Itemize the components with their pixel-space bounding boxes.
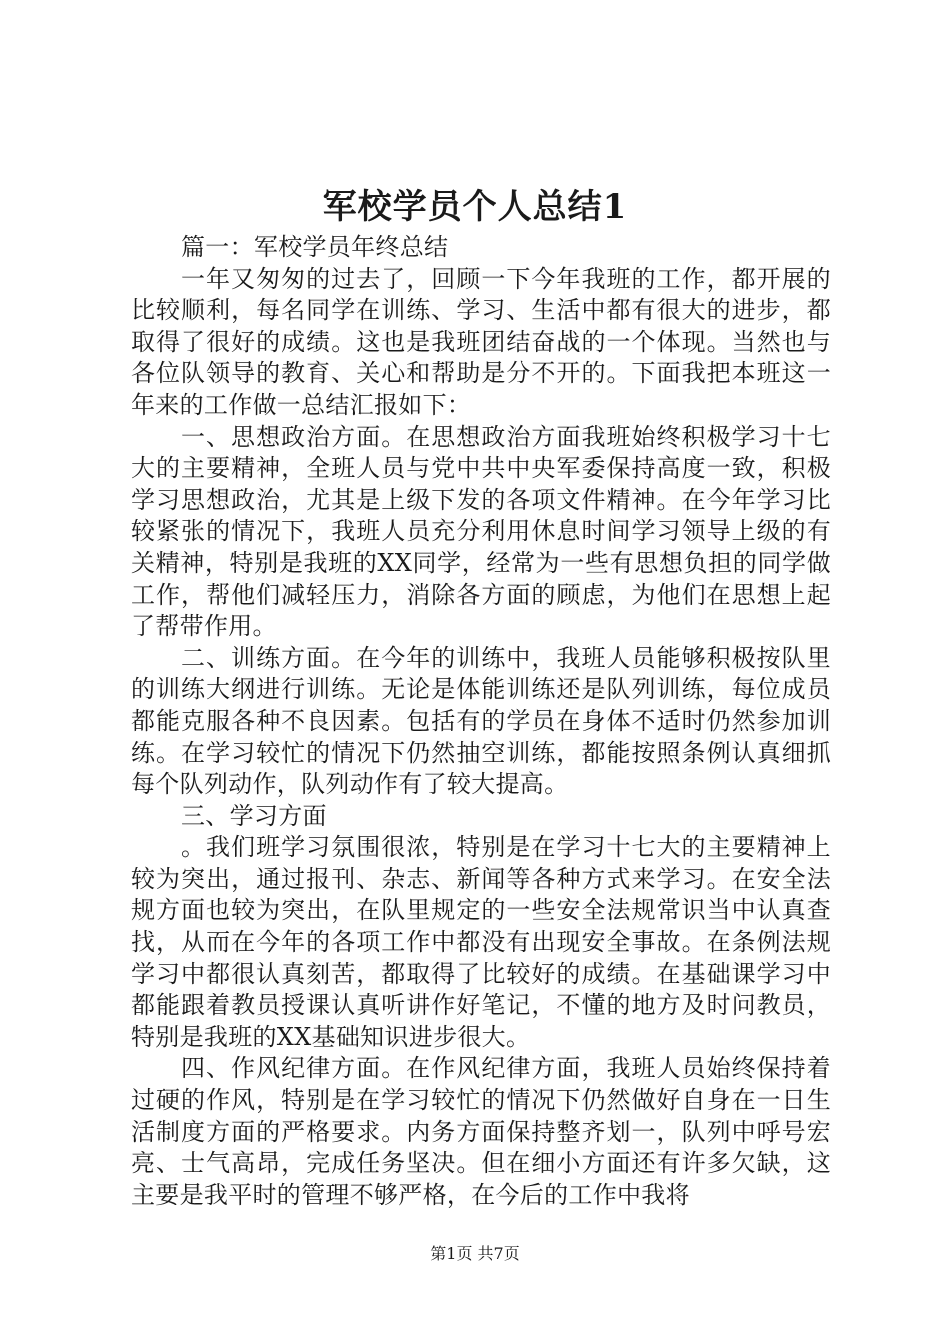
document-title: 军校学员个人总结1	[322, 187, 628, 227]
body-paragraph: 二、训练方面。在今年的训练中，我班人员能够积极按队里的训练大纲进行训练。无论是体能训练还是队列训练，每位成员都能克服各种不良因素。包括有的学员在身体不适时仍然参加训练。在学习较忙的情况下仍然抽空训练，都能按照条例认真细抓每个队列动作，队列动作有了较大提高。	[131, 643, 831, 799]
page-number: 第1页 共7页	[430, 1244, 520, 1263]
body-paragraph: 一年又匆匆的过去了，回顾一下今年我班的工作，都开展的比较顺利，每名同学在训练、学习、生活中都有很大的进步，都取得了很好的成绩。这也是我班团结奋战的一个体现。当然也与各位队领导的教育、关心和帮助是分不开的。下面我把本班这一年来的工作做一总结汇报如下：	[131, 264, 831, 419]
body-paragraph: 一、思想政治方面。在思想政治方面我班始终积极学习十七大的主要精神，全班人员与党中共中央军委保持高度一致，积极学习思想政治，尤其是上级下发的各项文件精神。在今年学习比较紧张的情况下，我班人员充分利用休息时间学习领导上级的有关精神，特别是我班的XX同学，经常为一些有思想负担的同学做工作，帮他们减轻压力，消除各方面的顾虑，为他们在思想上起了帮带作用。	[131, 422, 831, 641]
subsection-heading: 三、学习方面	[181, 801, 327, 830]
section-heading: 篇一：军校学员年终总结	[181, 233, 449, 261]
body-paragraph: 。我们班学习氛围很浓，特别是在学习十七大的主要精神上较为突出，通过报刊、杂志、新闻等各种方式来学习。在安全法规方面也较为突出，在队里规定的一些安全法规常识当中认真查找，从而在今年的各项工作中都没有出现安全事故。在条例法规学习中都很认真刻苦，都取得了比较好的成绩。在基础课学习中都能跟着教员授课认真听讲作好笔记，不懂的地方及时问教员，特别是我班的XX基础知识进步很大。	[131, 833, 831, 1051]
body-paragraph: 四、作风纪律方面。在作风纪律方面，我班人员始终保持着过硬的作风，特别是在学习较忙的情况下仍然做好自身在一日生活制度方面的严格要求。内务方面保持整齐划一，队列中呼号宏亮、士气高昂，完成任务坚决。但在细小方面还有许多欠缺，这主要是我平时的管理不够严格，在今后的工作中我将	[131, 1054, 831, 1209]
document-body	[131, 232, 831, 1211]
